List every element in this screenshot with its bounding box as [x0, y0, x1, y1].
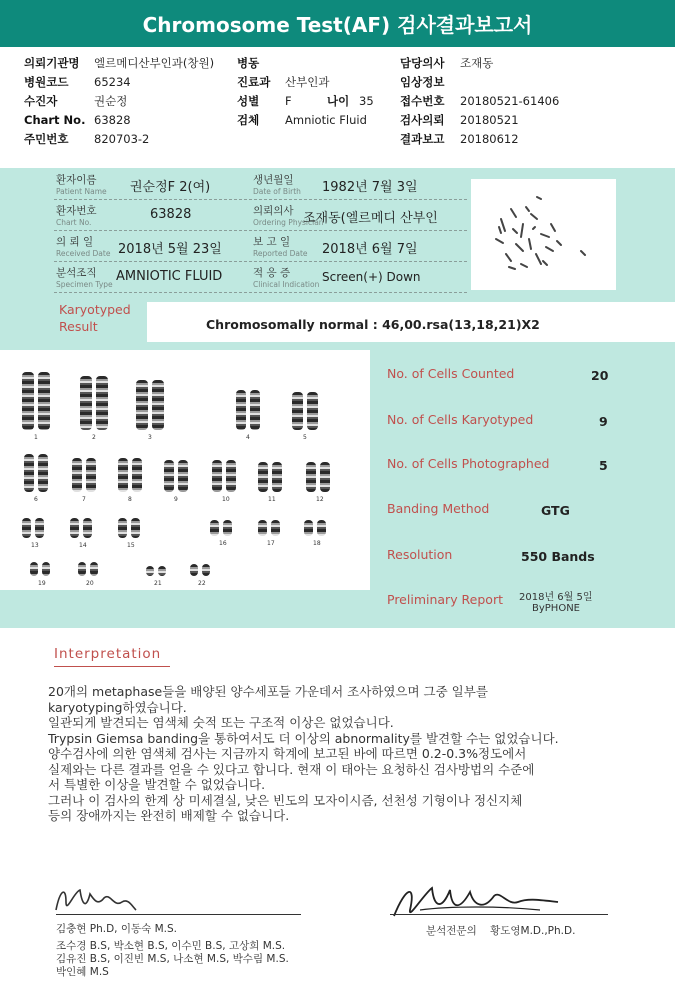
- report-title: Chromosome Test(AF) 검사결과보고서: [0, 0, 675, 47]
- request-date-label: 검사의뢰: [400, 113, 445, 127]
- dob-label: 생년월일: [253, 174, 294, 186]
- patient-name-sub: Patient Name: [56, 187, 107, 196]
- karyotyped-label: [59, 301, 131, 335]
- accession-label: 접수번호: [400, 94, 445, 108]
- right-signature-line: [390, 914, 608, 915]
- chromosome: [164, 460, 174, 492]
- interp-line: karyotyping하였습니다.: [48, 699, 187, 715]
- specimen-label: 검체: [237, 113, 260, 127]
- chromosome-number: 8: [128, 496, 132, 503]
- indication-label: 적 응 증: [253, 267, 291, 279]
- right-signature: [390, 880, 580, 926]
- chromosome: [320, 462, 330, 492]
- left-signature-line: [56, 914, 301, 915]
- right-signatory-role: 분석전문의: [426, 925, 477, 937]
- signatory-line: 박인혜 M.S: [56, 966, 109, 978]
- accession-value: 20180521-61406: [460, 94, 560, 108]
- chromosome: [307, 392, 318, 430]
- interp-line: 등의 장애까지는 완전히 배제할 수 없습니다.: [48, 808, 290, 823]
- interp-line: 그러나 이 검사의 한계 상 미세결실, 낮은 빈도의 모자이시즘, 선천성 기형이나 정신지체: [48, 792, 523, 808]
- hospital-code-value: 65234: [94, 75, 131, 89]
- stat-value-resolution: 550 Bands: [521, 549, 595, 564]
- dob-value: 1982년 7월 3일: [322, 180, 418, 195]
- interp-line: Trypsin Giemsa banding을 통하여서도 더 이상의 abnormality를 발견할 수는 없었습니다.: [48, 730, 559, 746]
- stat-value-banding-method: GTG: [541, 503, 570, 518]
- divider: [54, 230, 467, 231]
- chromosome: [118, 518, 127, 538]
- specimen-value: Amniotic Fluid: [285, 113, 367, 127]
- sex-label: 성별: [237, 94, 260, 108]
- chromosome: [24, 454, 34, 492]
- stat-value-cells-karyotyped: 9: [599, 414, 608, 429]
- chromosome: [306, 462, 316, 492]
- interpretation-underline: [54, 666, 170, 667]
- chromosome-number: 14: [79, 542, 87, 549]
- divider: [54, 199, 467, 200]
- chromosome: [304, 520, 313, 536]
- chromosome-number: 6: [34, 496, 38, 503]
- interpretation-body: [48, 684, 648, 824]
- physician-label: 의뢰의사: [253, 205, 294, 217]
- specimen-type-value: AMNIOTIC FLUID: [116, 269, 223, 284]
- clinical-info-label: 임상정보: [400, 75, 445, 89]
- signatory-line: 조수경 B.S, 박소현 B.S, 이수민 B.S, 고상희 M.S.: [56, 940, 286, 952]
- header-col-1: [24, 54, 264, 149]
- report-date-label: 결과보고: [400, 132, 445, 146]
- chromosome-number: 19: [38, 580, 46, 587]
- stat-value-preliminary-method: ByPHONE: [532, 603, 580, 614]
- chromosome: [136, 380, 148, 430]
- chromosome: [190, 564, 198, 576]
- report-date-value: 20180612: [460, 132, 519, 146]
- chromosome: [38, 372, 50, 430]
- chromosome-number: 10: [222, 496, 230, 503]
- chromosome-number: 7: [82, 496, 86, 503]
- chromosome-number: 22: [198, 580, 206, 587]
- interp-line: 일관되게 발견되는 염색체 숫적 또는 구조적 이상은 없었습니다.: [48, 715, 394, 730]
- stat-label-preliminary-report: Preliminary Report: [387, 592, 503, 607]
- chromosome: [210, 520, 219, 536]
- chromosome: [250, 390, 260, 430]
- right-signatory: [426, 925, 575, 938]
- hospital-value: 엘르메디산부인과(창원): [94, 56, 215, 70]
- chromosome-number: 4: [246, 434, 250, 441]
- reported-value: 2018년 6월 7일: [322, 242, 418, 257]
- chromosome: [202, 564, 210, 576]
- stats-panel: [387, 350, 657, 620]
- received-sub: Received Date: [56, 249, 111, 258]
- header-col-2: [237, 54, 397, 130]
- chromosome: [22, 518, 31, 538]
- left-signatories: [56, 923, 289, 979]
- resident-no-label: 주민번호: [24, 132, 69, 146]
- age-value: 35: [359, 94, 374, 108]
- patient-id-value: 63828: [150, 207, 192, 222]
- karyogram: [0, 350, 370, 590]
- chromosome: [72, 458, 82, 492]
- chromosome-number: 21: [154, 580, 162, 587]
- karyotyped-label-line1: Karyotyped: [59, 302, 131, 317]
- chromosome: [22, 372, 34, 430]
- chromosome: [271, 520, 280, 536]
- signatory-line: 김유진 B.S, 이진빈 M.S, 나소현 M.S, 박수림 M.S.: [56, 953, 289, 965]
- reported-sub: Reported Date: [253, 249, 308, 258]
- department-label: 진료과: [237, 75, 271, 89]
- chromosome: [42, 562, 50, 576]
- specimen-type-sub: Specimen Type: [56, 280, 113, 289]
- patient-name-value: 권순정F 2(여): [130, 180, 211, 195]
- chromosome: [70, 518, 79, 538]
- chromosome: [178, 460, 188, 492]
- reported-label: 보 고 일: [253, 236, 291, 248]
- request-date-value: 20180521: [460, 113, 519, 127]
- chromosome: [86, 458, 96, 492]
- interpretation-title: Interpretation: [54, 646, 162, 662]
- chromosome: [317, 520, 326, 536]
- age-label: 나이: [327, 94, 350, 108]
- chromosome: [30, 562, 38, 576]
- chromosome-number: 13: [31, 542, 39, 549]
- chromosome-number: 15: [127, 542, 135, 549]
- chromosome: [35, 518, 44, 538]
- signatory-line: 김충현 Ph.D, 이동숙 M.S.: [56, 923, 178, 935]
- chromosome: [118, 458, 128, 492]
- chromosome-number: 18: [313, 540, 321, 547]
- chromosome-number: 9: [174, 496, 178, 503]
- stat-value-cells-counted: 20: [591, 368, 609, 383]
- metaphase-image: [471, 179, 616, 290]
- chart-no-label: Chart No.: [24, 113, 86, 127]
- right-signatory-name: 황도영M.D.,Ph.D.: [490, 925, 576, 937]
- karyotyped-label-line2: Result: [59, 319, 98, 334]
- doctor-label: 담당의사: [400, 56, 445, 70]
- stat-value-preliminary-date: 2018년 6월 5일: [519, 592, 593, 603]
- chromosome: [132, 458, 142, 492]
- sex-value: F: [285, 94, 292, 108]
- header-col-3: [400, 54, 670, 149]
- stat-label-cells-counted: No. of Cells Counted: [387, 366, 515, 381]
- received-value: 2018년 5월 23일: [118, 242, 222, 257]
- stat-label-banding-method: Banding Method: [387, 501, 490, 516]
- stat-label-cells-karyotyped: No. of Cells Karyotyped: [387, 412, 534, 427]
- received-label: 의 뢰 일: [56, 236, 94, 248]
- divider: [54, 292, 467, 293]
- interp-line: 실제와는 다른 결과를 얻을 수 있다고 합니다. 현재 이 태아는 요청하신 검사방법의 수준에: [48, 761, 535, 777]
- divider: [54, 261, 467, 262]
- patient-id-label: 환자번호: [56, 205, 97, 217]
- chromosome: [146, 566, 154, 576]
- physician-sub: Ordering Physician: [253, 218, 324, 227]
- chromosome-number: 17: [267, 540, 275, 547]
- chromosome-number: 1: [34, 434, 38, 441]
- stat-value-cells-photographed: 5: [599, 458, 608, 473]
- hospital-code-label: 병원코드: [24, 75, 69, 89]
- ward-label: 병동: [237, 56, 260, 70]
- patient-id-sub: Chart No.: [56, 218, 92, 227]
- chromosome: [38, 454, 48, 492]
- interp-line: 양수검사에 의한 염색체 검사는 지금까지 학계에 보고된 바에 따르면 0.2-0.3%정도에서: [48, 746, 527, 761]
- stat-label-cells-photographed: No. of Cells Photographed: [387, 456, 550, 471]
- chromosome-number: 2: [92, 434, 96, 441]
- chromosome: [272, 462, 282, 492]
- chromosome: [131, 518, 140, 538]
- chromosome: [223, 520, 232, 536]
- stat-label-resolution: Resolution: [387, 547, 453, 562]
- chromosome-number: 20: [86, 580, 94, 587]
- chromosome: [236, 390, 246, 430]
- chromosome-number: 5: [303, 434, 307, 441]
- resident-no-value: 820703-2: [94, 132, 150, 146]
- chromosome: [212, 460, 222, 492]
- chromosome: [90, 562, 98, 576]
- interp-line: 20개의 metaphase들을 배양된 양수세포들 가운데서 조사하였으며 그중 일부를: [48, 684, 488, 699]
- chromosome: [78, 562, 86, 576]
- dob-sub: Date of Birth: [253, 187, 301, 196]
- hospital-label: 의뢰기관명: [24, 56, 80, 70]
- chromosome-number: 11: [268, 496, 276, 503]
- patient-name-label: 환자이름: [56, 174, 97, 186]
- patient-value: 권순정: [94, 94, 128, 108]
- chromosome: [80, 376, 92, 430]
- doctor-value: 조재동: [460, 56, 494, 70]
- chromosome: [292, 392, 303, 430]
- chromosome: [258, 462, 268, 492]
- physician-value: 조재동(엘르메디 산부인: [303, 211, 438, 226]
- chromosome: [83, 518, 92, 538]
- department-value: 산부인과: [285, 75, 330, 89]
- indication-sub: Clinical Indication: [253, 280, 320, 289]
- chromosome: [258, 520, 267, 536]
- chromosome-number: 16: [219, 540, 227, 547]
- chromosome: [96, 376, 108, 430]
- chromosome: [152, 380, 164, 430]
- chart-no-value: 63828: [94, 113, 131, 127]
- karyotype-result: Chromosomally normal : 46,00.rsa(13,18,21)X2: [206, 317, 540, 332]
- chromosome-number: 12: [316, 496, 324, 503]
- chromosome: [226, 460, 236, 492]
- patient-label: 수진자: [24, 94, 58, 108]
- interp-line: 서 특별한 이상을 발견할 수 없었습니다.: [48, 777, 266, 792]
- indication-value: Screen(+) Down: [322, 270, 421, 284]
- chromosome-number: 3: [148, 434, 152, 441]
- chromosome: [158, 566, 166, 576]
- specimen-type-label: 분석조직: [56, 267, 97, 279]
